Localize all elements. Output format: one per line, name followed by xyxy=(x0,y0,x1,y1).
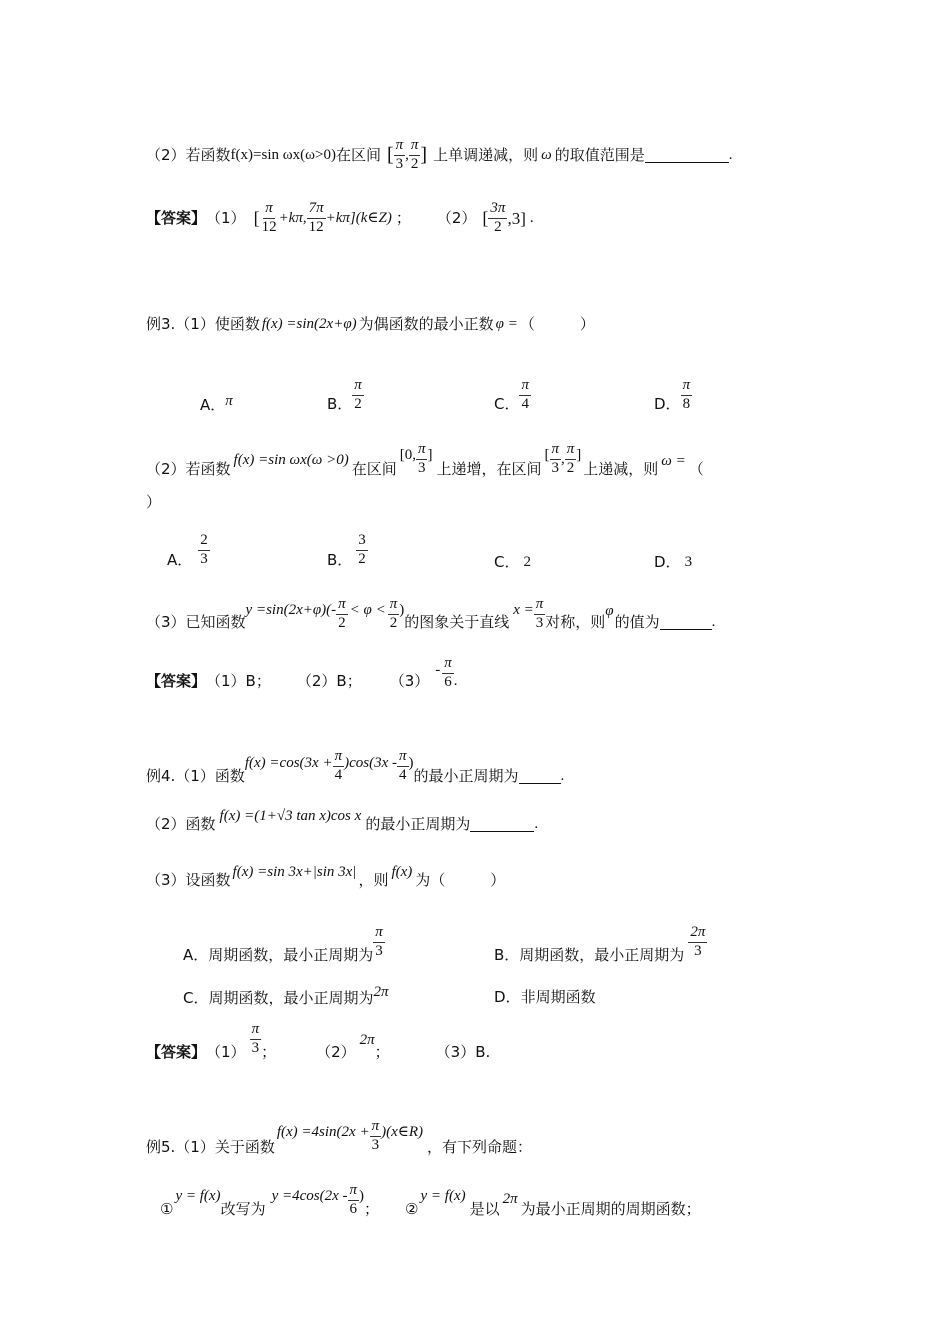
ex5-item2-marker: ② xyxy=(405,1199,419,1218)
ex4-q3-option-c xyxy=(183,982,389,1006)
ex4-q1-fx1: f(x) =cos(3x + xyxy=(244,754,333,771)
ex3-q2-i1-frac: $\frac{\pi}{3}$ xyxy=(417,440,426,476)
option-label: C． xyxy=(183,988,209,1007)
ex3-answer-p1: （1）B； xyxy=(206,671,271,690)
ex4-q3-text2: 为 xyxy=(415,870,431,889)
ex2-q2-text2: 上单调递减，则 xyxy=(433,145,539,164)
ex3-q3-frac-a: $\frac{\pi}{2}$ xyxy=(338,595,346,631)
ex2-answer-kpi1: +kπ, xyxy=(278,209,307,226)
ex2-answer-frac2: $\frac{7\pi}{12}$ xyxy=(308,199,324,235)
ex3-q2-option-b xyxy=(327,526,368,574)
ex4-q2-end: . xyxy=(534,815,539,832)
ex3-q2-option-a xyxy=(167,526,210,574)
ex4-q1-label: 例4.（1）函数 xyxy=(146,766,245,785)
ex4-q1-blank xyxy=(519,769,561,784)
ex4-answer-frac: $\frac{\pi}{3}$ xyxy=(251,1020,260,1056)
ex2-answer-open: [ xyxy=(253,208,260,228)
ex3-q2-function: f(x) =sin ωx(ω >0) xyxy=(233,451,349,468)
option-label: D． xyxy=(654,394,681,413)
ex4-q3-option-a xyxy=(183,922,385,968)
ex3-q2-i1-open: [0, xyxy=(399,446,416,463)
ex4-q3-fx2: f(x) xyxy=(391,863,413,880)
option-text: 周期函数，最小正周期为 xyxy=(208,988,374,1007)
ex5-item1-frac: $\frac{\pi}{6}$ xyxy=(349,1181,358,1217)
ex3-q3-close: ) xyxy=(399,601,405,618)
option-label: C． xyxy=(494,394,520,413)
ex4-q3-line xyxy=(146,862,505,888)
ex3-q2-i2-close: ] xyxy=(576,446,582,463)
ex2-q2-interval-open: [ xyxy=(386,144,394,166)
option-fraction: $\frac{3}{2}$ xyxy=(358,531,366,567)
option-value: 2π xyxy=(373,983,389,1000)
ex5-q1-label: 例5.（1）关于函数 xyxy=(146,1137,275,1156)
option-value: 2 xyxy=(523,554,531,570)
option-label: D． xyxy=(494,988,521,1006)
option-value: 3 xyxy=(684,554,693,570)
ex3-answer-p3: （3） xyxy=(389,671,430,690)
ex3-q2-i1-close: ] xyxy=(427,446,433,463)
ex4-q1-end: . xyxy=(560,767,565,784)
ex3-q2-close: ） xyxy=(146,493,162,511)
ex3-q1-function: f(x) =sin(2x+φ) xyxy=(261,315,357,332)
ex3-q3-blank xyxy=(660,615,712,630)
ex5-q1-fx2: )(x∈R) xyxy=(381,1123,424,1140)
ex4-q1-fx3: ) xyxy=(408,754,414,771)
ex5-items-line xyxy=(160,1176,701,1222)
ex2-answer-frac1: $\frac{\pi}{12}$ xyxy=(261,199,277,235)
ex4-q1-text1: 的最小正周期为 xyxy=(413,766,519,785)
option-text: 非周期函数 xyxy=(520,988,596,1006)
ex3-q2-omega: ω = xyxy=(661,452,686,469)
ex2-q2-blank xyxy=(645,148,729,163)
ex5-item1-g2: ) xyxy=(359,1187,365,1204)
option-fraction: $\frac{2\pi}{3}$ xyxy=(690,923,706,959)
ex4-q2-line xyxy=(146,806,538,832)
option-label: A． xyxy=(167,550,193,569)
ex4-answer-p2: （2） xyxy=(316,1042,356,1061)
ex4-q3-text1: ，则 xyxy=(358,870,389,889)
ex3-q1-option-a xyxy=(200,392,233,418)
ex3-q2-i2-frac-b: $\frac{\pi}{2}$ xyxy=(566,440,575,476)
ex3-q3-end: . xyxy=(711,613,716,630)
ex2-answer-kpi2: +kπ](k∈Z) xyxy=(325,209,392,226)
ex2-answer-p1: （1） xyxy=(206,208,246,227)
ex4-q1-frac-a: $\frac{\pi}{4}$ xyxy=(334,747,343,783)
ex4-q3-function: f(x) =sin 3x+|sin 3x| xyxy=(232,863,357,880)
ex3-answer-p2: （2）B； xyxy=(296,671,362,690)
option-fraction: $\frac{\pi}{2}$ xyxy=(354,376,362,412)
option-label: B． xyxy=(494,945,520,964)
ex2-q2-text1: 在区间 xyxy=(335,145,381,164)
ex2-answer-b-rest: ,3] xyxy=(507,208,526,228)
ex2-answer-frac3: $\frac{3\pi}{2}$ xyxy=(490,199,506,235)
ex5-item2-text2: 为最小正周期的周期函数； xyxy=(520,1199,701,1218)
ex3-q2-i2-sep: , xyxy=(561,450,565,467)
ex2-q2-interval-sep: , xyxy=(405,146,409,163)
ex3-q2-text3: 上递减，则 xyxy=(583,459,659,478)
ex2-q2-text3: 的取值范围是 xyxy=(554,145,645,164)
ex4-q2-function: f(x) =(1+√3 tan x)cos x xyxy=(219,807,362,824)
ex3-q2-open: （ xyxy=(688,459,704,478)
ex3-q2-i2-open: [ xyxy=(544,446,550,463)
ex3-q3-frac-b: $\frac{\pi}{2}$ xyxy=(389,595,398,631)
ex4-q3-paren: （ ） xyxy=(430,870,506,889)
ex3-q1-label: 例3.（1）使函数 xyxy=(146,314,260,333)
ex3-q1-line xyxy=(146,312,595,336)
ex3-q3-label: （3）已知函数 xyxy=(146,612,246,631)
ex3-q1-option-b xyxy=(327,372,364,418)
ex3-q1-text1: 为偶函数的最小正数 xyxy=(358,314,494,333)
ex2-q2-interval-b: $\frac{\pi}{2}$ xyxy=(410,136,419,172)
ex2-answer-line xyxy=(146,193,534,243)
option-label: B． xyxy=(327,550,353,569)
ex3-q1-option-d xyxy=(654,372,692,418)
ex5-item1-fx: y = f(x) xyxy=(175,1187,221,1204)
ex5-item1-text: 改写为 xyxy=(220,1199,266,1218)
ex3-answer-frac: $\frac{\pi}{6}$ xyxy=(444,654,452,690)
ex4-answer-v2: 2π xyxy=(359,1031,375,1048)
ex3-q3-text2: 对称，则 xyxy=(545,612,606,631)
ex3-q3-function: y =sin(2x+φ)(- xyxy=(245,601,337,618)
ex3-q3-text1: 的图象关于直线 xyxy=(404,612,510,631)
ex5-item2-fx: y = f(x) xyxy=(420,1187,466,1204)
option-fraction: $\frac{\pi}{8}$ xyxy=(682,376,691,412)
ex3-answer-end: . xyxy=(453,672,458,689)
ex4-q3-label: （3）设函数 xyxy=(146,870,231,889)
ex4-q1-fx2: )cos(3x - xyxy=(344,754,397,771)
ex3-q2-line xyxy=(146,438,704,486)
option-fraction: $\frac{\pi}{4}$ xyxy=(521,376,529,412)
ex5-item1-semi: ； xyxy=(364,1199,380,1218)
ex3-q3-line xyxy=(146,590,715,638)
ex4-answer-semi2: ； xyxy=(374,1042,390,1061)
ex5-item2-text1: 是以 xyxy=(469,1199,500,1218)
option-text: 周期函数，最小正周期为 xyxy=(519,945,685,964)
option-fraction: $\frac{2}{3}$ xyxy=(200,531,208,567)
ex4-answer-line xyxy=(146,1018,490,1064)
ex3-q2-option-d xyxy=(654,555,692,570)
ex3-q1-option-c xyxy=(494,372,531,418)
option-label: C． xyxy=(494,553,520,571)
ex5-item1-g1: y =4cos(2x - xyxy=(271,1187,348,1204)
ex2-answer-semi: ； xyxy=(395,208,411,227)
ex3-answer-minus: - xyxy=(435,661,441,678)
ex2-answer-b-open: [ xyxy=(482,208,489,228)
ex2-q2-omega: ω xyxy=(541,146,552,163)
ex5-q1-text1: ，有下列命题： xyxy=(427,1137,533,1156)
ex3-q1-phi: φ = xyxy=(495,315,518,332)
ex4-answer-semi1: ； xyxy=(261,1042,277,1061)
ex3-q3-x-eq: x = xyxy=(513,601,534,618)
ex3-q3-phi: φ xyxy=(605,602,614,619)
ex2-q2-interval-close: ] xyxy=(420,144,428,166)
ex5-item2-value: 2π xyxy=(502,1190,518,1207)
ex5-q1-fx1: f(x) =4sin(2x + xyxy=(276,1123,370,1140)
ex4-q3-option-b xyxy=(494,922,707,968)
ex2-answer-tag: 【答案】 xyxy=(146,208,207,227)
ex4-q1-frac-b: $\frac{\pi}{4}$ xyxy=(398,747,407,783)
option-value: π xyxy=(225,392,233,409)
ex2-q2-function: f(x)=sin ωx(ω>0) xyxy=(230,146,336,163)
ex2-answer-p2: （2） xyxy=(436,208,477,227)
ex5-q1-frac: $\frac{\pi}{3}$ xyxy=(371,1117,380,1153)
ex4-answer-tag: 【答案】 xyxy=(146,1042,207,1061)
option-label: A． xyxy=(200,395,226,414)
ex3-q1-paren: （ ） xyxy=(519,314,595,333)
ex3-q2-i2-frac-a: $\frac{\pi}{3}$ xyxy=(551,440,560,476)
ex4-answer-p1: （1） xyxy=(206,1042,246,1061)
ex4-answer-p3: （3）B. xyxy=(435,1042,491,1061)
ex2-q2-interval-a: $\frac{\pi}{3}$ xyxy=(395,136,404,172)
ex5-item1-marker: ① xyxy=(160,1199,174,1218)
ex2-q2-end: . xyxy=(728,146,733,163)
option-text: 周期函数，最小正周期为 xyxy=(208,945,374,964)
ex4-q2-blank xyxy=(470,817,534,832)
ex3-q3-frac-c: $\frac{\pi}{3}$ xyxy=(535,595,544,631)
ex3-q3-text3: 的值为 xyxy=(614,612,660,631)
option-label: B． xyxy=(327,394,353,413)
ex4-q1-line xyxy=(146,742,564,790)
option-label: D． xyxy=(654,553,681,571)
option-fraction: $\frac{\pi}{3}$ xyxy=(375,923,383,959)
ex3-answer-line xyxy=(146,650,458,696)
ex3-q2-option-c xyxy=(494,555,531,570)
ex4-q2-text1: 的最小正周期为 xyxy=(365,814,471,833)
ex3-q2-text2: 上递增，在区间 xyxy=(436,459,542,478)
ex2-answer-end: . xyxy=(529,209,534,226)
ex5-q1-line xyxy=(146,1114,532,1160)
ex3-q2-label: （2）若函数 xyxy=(146,459,231,478)
ex2-q2-line xyxy=(146,130,732,180)
ex4-q3-option-d xyxy=(494,990,596,1005)
ex2-q2-label: （2）若函数 xyxy=(146,145,231,164)
ex3-answer-tag: 【答案】 xyxy=(146,671,207,690)
ex3-q2-text1: 在区间 xyxy=(351,459,397,478)
ex3-q3-mid: < φ < xyxy=(349,601,386,618)
option-label: A． xyxy=(183,945,209,964)
ex4-q2-label: （2）函数 xyxy=(146,814,216,833)
